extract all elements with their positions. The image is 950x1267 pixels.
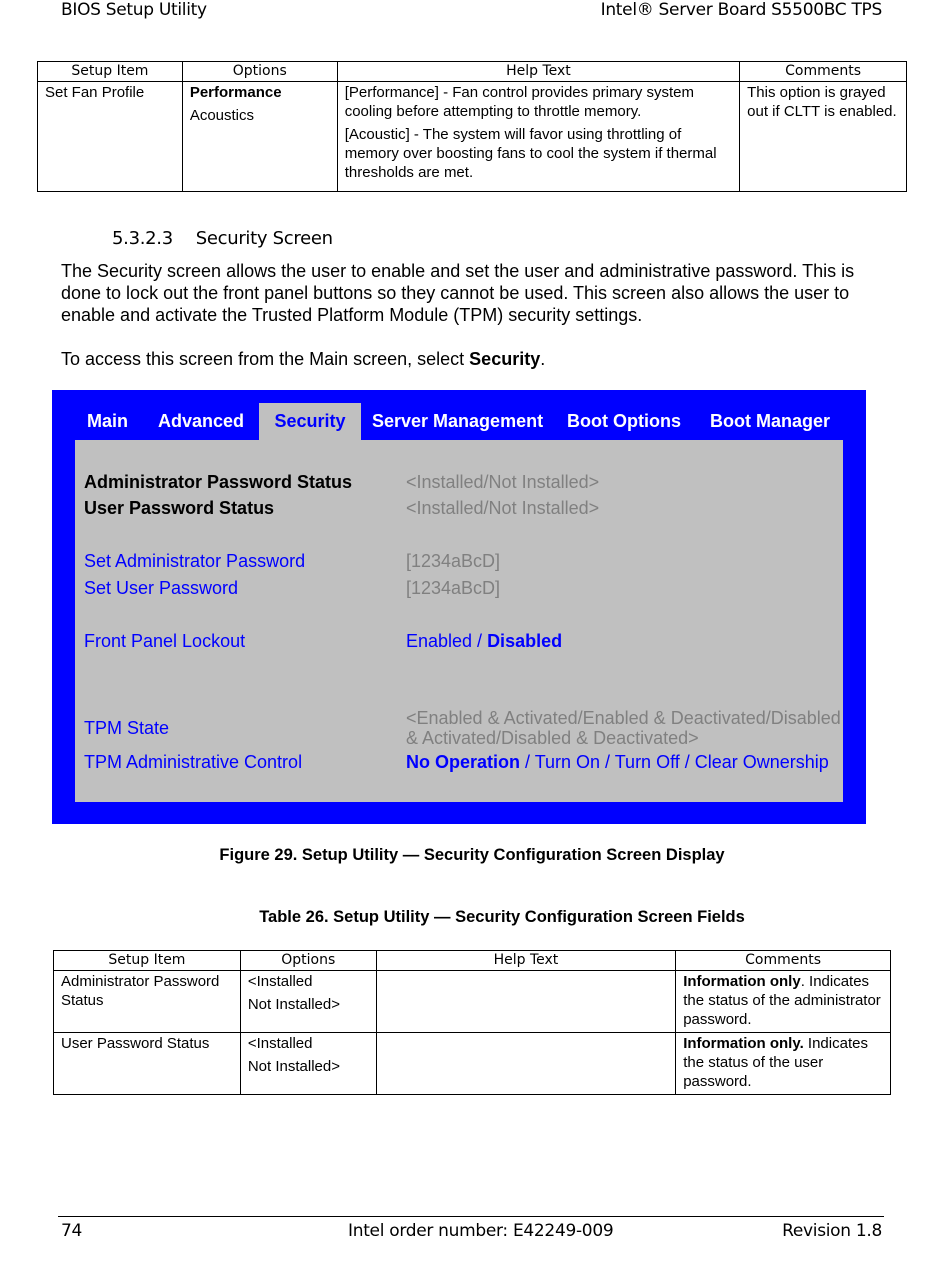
column-header: Setup Item (38, 62, 183, 82)
column-header: Comments (676, 951, 891, 971)
user-password-status-value: <Installed/Not Installed> (406, 498, 600, 518)
tab-boot-options[interactable]: Boot Options (567, 411, 681, 431)
table-caption: Table 26. Setup Utility — Security Configuration Screen Fields (259, 908, 745, 926)
comments-cell (676, 1033, 891, 1095)
tpm-state-options-line2: & Activated/Disabled & Deactivated> (406, 728, 699, 748)
set-admin-password-field[interactable]: [1234aBcD] (406, 551, 501, 571)
section-heading (112, 228, 333, 249)
admin-password-status-label: Administrator Password Status (84, 472, 353, 492)
user-password-status-label: User Password Status (84, 498, 275, 518)
column-header: Options (240, 951, 376, 971)
help-text-acoustic: [Acoustic] - The system will favor using throttling of memory over boosting fans to cool the system if thermal thresholds are met. (344, 126, 717, 181)
access-keyword: Security (469, 349, 541, 369)
column-header: Options (182, 62, 337, 82)
header-left: BIOS Setup Utility (61, 0, 207, 20)
footer-divider (58, 1216, 884, 1217)
tab-server-management[interactable]: Server Management (372, 411, 544, 431)
tpm-admin-control-item[interactable]: TPM Administrative Control (84, 752, 303, 772)
section-number: 5.3.2.3 (112, 228, 173, 249)
order-number: Intel order number: E42249-009 (348, 1221, 614, 1241)
front-panel-lockout-options[interactable] (406, 631, 562, 651)
setup-item-cell: Administrator Password Status (54, 971, 241, 1033)
revision: Revision 1.8 (782, 1221, 882, 1241)
tpm-state-options-line1: <Enabled & Activated/Enabled & Deactivated/Disabled (406, 708, 841, 728)
column-header: Help Text (337, 62, 739, 82)
access-text: To access this screen from the Main screen, select (61, 349, 470, 369)
help-text-cell (337, 82, 739, 192)
option-default: Performance (189, 84, 282, 101)
option-line: Not Installed> (247, 1058, 340, 1075)
table-row (54, 1033, 891, 1095)
tab-advanced[interactable]: Advanced (158, 411, 245, 431)
column-header: Setup Item (54, 951, 241, 971)
setup-item-cell: User Password Status (54, 1033, 241, 1095)
option-line: <Installed (247, 973, 313, 990)
tpm-admin-control-options[interactable] (406, 752, 829, 772)
tab-boot-manager[interactable]: Boot Manager (710, 411, 831, 431)
help-text-performance: [Performance] - Fan control provides primary system cooling before attempting to throttle memory. (344, 84, 694, 120)
option-no-operation-default[interactable]: No Operation (406, 752, 521, 772)
option-alt: Acoustics (189, 107, 255, 124)
table-header-row (38, 62, 907, 82)
column-header: Help Text (376, 951, 675, 971)
option-line: Not Installed> (247, 996, 340, 1013)
help-text-cell (376, 971, 675, 1033)
table-header-row (54, 951, 891, 971)
admin-password-status-value: <Installed/Not Installed> (406, 472, 600, 492)
comment-bold: Information only (683, 973, 801, 990)
option-turn-on-off-clear[interactable]: / Turn On / Turn Off / Clear Ownership (520, 752, 829, 772)
options-cell (240, 971, 376, 1033)
tab-security[interactable]: Security (259, 403, 361, 440)
comment-text: . Indicates the status of the administrator password. (683, 973, 881, 1028)
set-admin-password-item[interactable]: Set Administrator Password (84, 551, 306, 571)
front-panel-lockout-item[interactable]: Front Panel Lockout (84, 631, 246, 651)
tpm-state-item[interactable]: TPM State (84, 718, 170, 738)
bios-settings-panel (75, 440, 843, 802)
tab-main[interactable]: Main (87, 411, 129, 431)
comments-cell: This option is grayed out if CLTT is enabled. (740, 82, 907, 192)
bios-security-screen (52, 390, 866, 824)
column-header: Comments (740, 62, 907, 82)
header-right: Intel® Server Board S5500BC TPS (600, 0, 882, 20)
option-enabled[interactable]: Enabled / (406, 631, 488, 651)
options-cell (240, 1033, 376, 1095)
set-user-password-field[interactable]: [1234aBcD] (406, 578, 501, 598)
set-user-password-item[interactable]: Set User Password (84, 578, 239, 598)
access-instructions (61, 348, 891, 370)
comments-cell (676, 971, 891, 1033)
option-disabled-default[interactable]: Disabled (487, 631, 563, 651)
help-text-cell (376, 1033, 675, 1095)
options-cell (182, 82, 337, 192)
access-period: . (540, 349, 546, 369)
table-row (54, 971, 891, 1033)
section-paragraph: The Security screen allows the user to enable and set the user and administrative password. This is done to lock out the front panel buttons so they cannot be used. This screen also allows the user to enable and activate the Trusted Platform Module (TPM) security settings. (61, 261, 855, 325)
comment-text: Indicates the status of the user password. (683, 1035, 868, 1090)
security-fields-table (53, 950, 891, 1095)
page-number: 74 (61, 1221, 83, 1241)
section-title: Security Screen (195, 228, 333, 249)
option-line: <Installed (247, 1035, 313, 1052)
table-row (38, 82, 907, 192)
bios-tab-bar (52, 403, 866, 440)
fan-profile-table (37, 61, 907, 192)
figure-caption: Figure 29. Setup Utility — Security Configuration Screen Display (219, 846, 725, 864)
setup-item-cell: Set Fan Profile (38, 82, 183, 192)
comment-bold: Information only. (683, 1035, 804, 1052)
